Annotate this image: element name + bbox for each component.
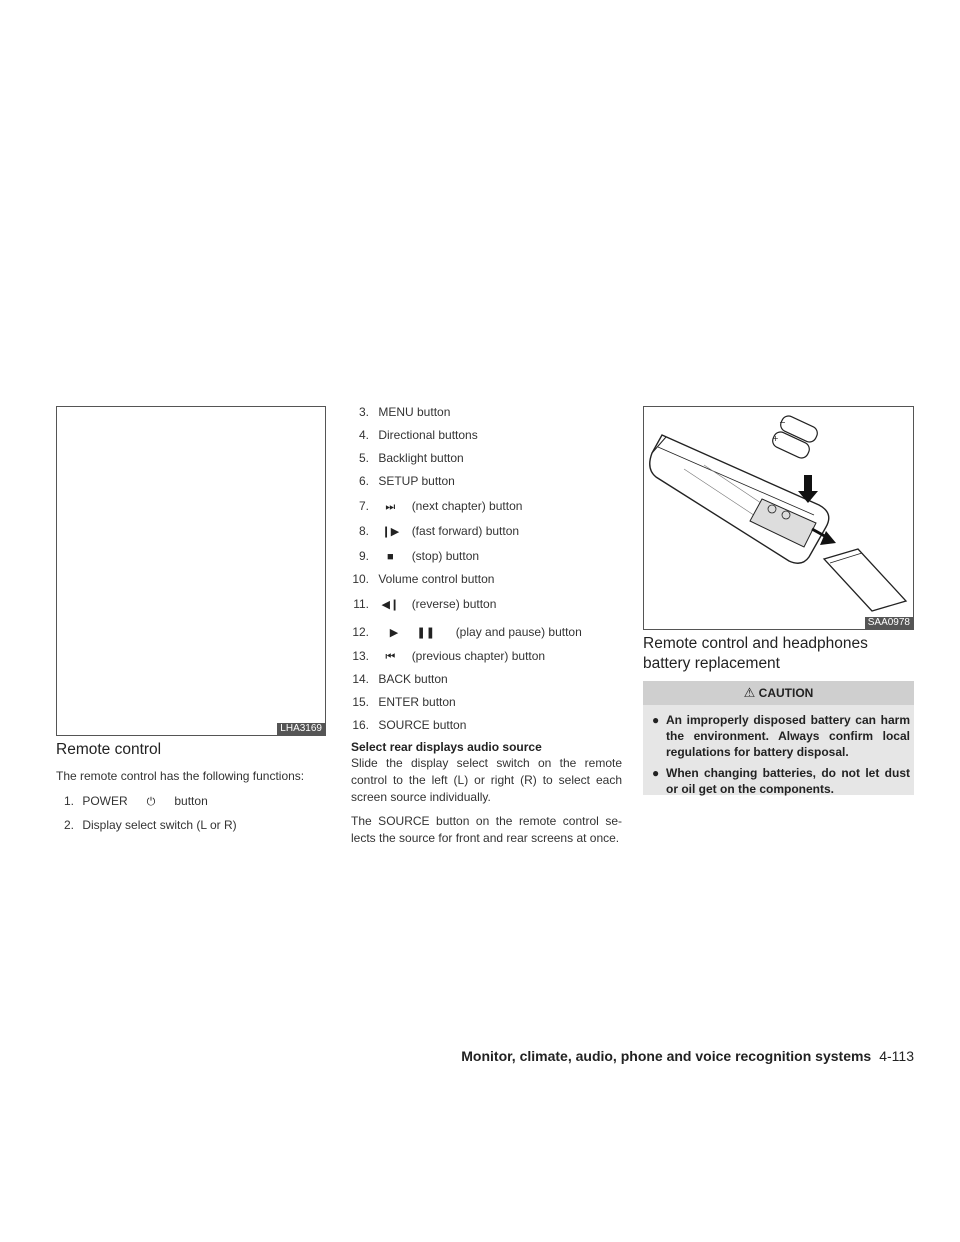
page-footer <box>461 1048 914 1064</box>
battery-replacement-section <box>643 634 914 674</box>
svg-text:+: + <box>772 434 779 443</box>
list-item: 8. ❙▶ (fast forward) button <box>351 523 519 540</box>
list-item: 4. Directional buttons <box>358 428 478 442</box>
list-item: 10. Volume control button <box>352 572 495 586</box>
subsection-heading-select-source: Select rear displays audio source <box>351 740 542 754</box>
caution-item: ● When changing batteries, do not let dust or oil get on the components. <box>652 766 910 796</box>
battery-cells <box>770 414 819 461</box>
select-source-paragraph-2: The SOURCE button on the remote control se-lects the source for front and rear screens at once. <box>351 814 622 845</box>
remote-control-section <box>56 740 326 785</box>
section-heading-battery-line-1: Remote control and headphones <box>643 635 868 652</box>
footer-chapter-title: Monitor, climate, audio, phone and voice recognition systems <box>461 1048 872 1064</box>
figure-label-left: LHA3169 <box>277 723 325 735</box>
list-item: 1. POWER ⏻ button <box>56 793 208 810</box>
next-chapter-icon: ⏭ <box>385 501 396 513</box>
reverse-icon: ◀❙ <box>381 599 400 611</box>
play-pause-icon: ▶ ❚❚ <box>389 627 435 639</box>
list-item: 11. ◀❙ (reverse) button <box>351 596 496 613</box>
caution-box <box>643 681 914 795</box>
list-item: 9. ■ (stop) button <box>351 548 479 565</box>
list-item: 16. SOURCE button <box>352 718 467 732</box>
select-audio-source-section <box>351 739 622 847</box>
page-number: 4-113 <box>879 1048 914 1064</box>
bullet-icon: ● <box>652 766 660 780</box>
warning-triangle-icon: ⚠ <box>743 685 756 700</box>
list-item: 14. BACK button <box>352 672 448 686</box>
battery-cover <box>824 549 906 611</box>
caution-item: ● An improperly disposed battery can harm the environment. Always confirm local regulations for battery disposal. <box>652 713 910 759</box>
section-heading-remote-control: Remote control <box>56 741 162 758</box>
list-item: 5. Backlight button <box>358 451 464 465</box>
section-heading-battery-line-2: battery replacement <box>643 655 780 672</box>
list-item: 15. ENTER button <box>352 695 456 709</box>
list-item: 12. ▶ ❚❚ (play and pause) button <box>351 624 582 641</box>
select-source-paragraph-1: Slide the display select switch on the remote control to the left (L) or right (R) to select each screen source individually. <box>351 756 622 804</box>
remote-control-figure <box>56 406 326 736</box>
battery-replacement-figure <box>643 406 914 630</box>
list-item: 13. ⏮ (previous chapter) button <box>351 648 545 665</box>
caution-header: ⚠ CAUTION <box>643 681 914 705</box>
remote-control-intro: The remote control has the following functions: <box>56 769 305 783</box>
svg-text:−: − <box>779 418 786 427</box>
previous-chapter-icon: ⏮ <box>385 651 396 663</box>
figure-label-right: SAA0978 <box>865 617 913 629</box>
power-icon: ⏻ <box>146 796 156 808</box>
list-item: 2. Display select switch (L or R) <box>63 818 237 832</box>
battery-replacement-illustration <box>644 407 913 617</box>
list-item: 3. MENU button <box>358 405 451 419</box>
stop-icon: ■ <box>387 551 394 563</box>
fast-forward-icon: ❙▶ <box>381 526 400 538</box>
bullet-icon: ● <box>652 713 660 727</box>
list-item: 7. ⏭ (next chapter) button <box>351 498 522 515</box>
list-item: 6. SETUP button <box>358 474 455 488</box>
